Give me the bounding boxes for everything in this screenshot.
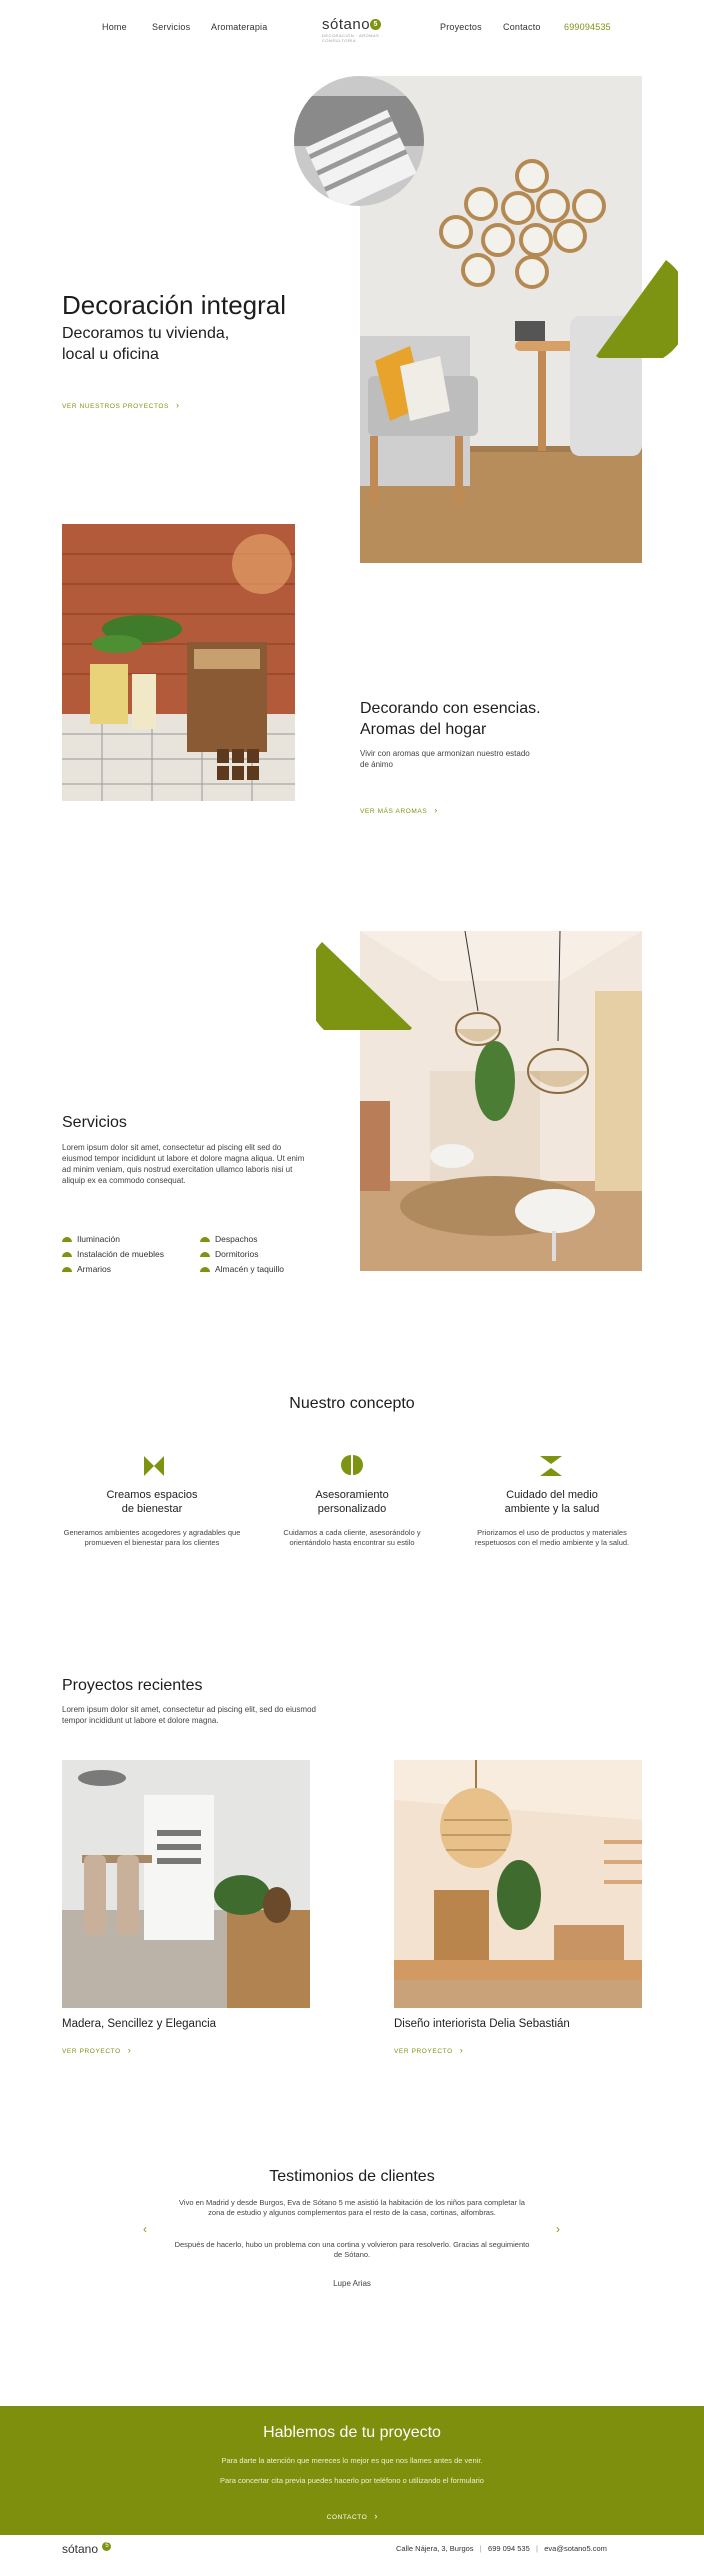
leaf-icon <box>62 1252 72 1257</box>
hourglass-icon <box>540 1456 562 1481</box>
aromas-title-line1: Decorando con esencias. <box>360 700 541 717</box>
hero-cta-link[interactable] <box>62 395 179 413</box>
nav-home[interactable]: Home <box>102 22 127 32</box>
project-2-cta-label: VER PROYECTO <box>394 2048 453 2055</box>
services-title: Servicios <box>62 1114 127 1131</box>
concept-card-text: Priorizamos el uso de productos y materiales respetuosos con el medio ambiente y la salud. <box>474 1528 630 1547</box>
concept-card-1 <box>62 1488 242 1548</box>
hero-circle-pillows-photo <box>294 76 424 206</box>
hero-cta-label: VER NUESTROS PROYECTOS <box>62 403 169 410</box>
nav-phone[interactable]: 699094535 <box>564 22 611 32</box>
project-1-title: Madera, Sencillez y Elegancia <box>62 2018 217 2030</box>
concept-card-title-l1: Creamos espacios <box>106 1489 198 1501</box>
footer-divider: | <box>475 2544 486 2553</box>
concept-title: Nuestro concepto <box>289 1395 415 1412</box>
hero-subtitle-line2: local u oficina <box>62 346 159 363</box>
projects-title: Proyectos recientes <box>62 1677 203 1694</box>
split-circle-icon <box>341 1454 363 1481</box>
hero-green-semicircle <box>588 258 678 358</box>
contact-band-line1: Para darte la atención que mereces lo mejor es que nos llames antes de venir. <box>221 2456 483 2465</box>
leaf-icon <box>62 1267 72 1272</box>
list-item: Iluminación <box>62 1232 164 1247</box>
nav-aromaterapia[interactable]: Aromaterapia <box>211 22 268 32</box>
project-1-link[interactable] <box>62 2040 131 2058</box>
contact-band-cta[interactable] <box>0 2506 704 2524</box>
footer-divider: | <box>531 2544 543 2553</box>
testimonial-prev-button[interactable]: ‹ <box>143 2222 147 2236</box>
logo-word: sótano <box>322 16 371 33</box>
concept-card-text: Cuidamos a cada cliente, asesorándolo y orientándolo hasta encontrar su estilo <box>283 1528 421 1547</box>
footer-phone[interactable]: 699 094 535 <box>488 2544 530 2553</box>
list-item: Almacén y taquillo <box>200 1262 284 1277</box>
project-2-link[interactable] <box>394 2040 463 2058</box>
list-item: Dormitorios <box>200 1247 284 1262</box>
projects-text: Lorem ipsum dolor sit amet, consectetur ad piscing elit, sed do eiusmod tempor incididunt ut labore et dolore magna. <box>62 1705 316 1725</box>
nav-servicios[interactable]: Servicios <box>152 22 191 32</box>
testimonial-author: Lupe Arias <box>333 2279 371 2288</box>
leaf-icon <box>200 1267 210 1272</box>
footer-logo-word: sótano <box>62 2542 99 2556</box>
footer-contact-info <box>396 2544 607 2553</box>
site-logo[interactable] <box>322 16 392 43</box>
leaf-icon <box>62 1237 72 1242</box>
concept-card-3 <box>462 1488 642 1548</box>
footer-email[interactable]: eva@sotano5.com <box>544 2544 607 2553</box>
logo-tagline: DECORACIÓN · AROMAS · CONSULTORÍA <box>322 33 383 43</box>
testimonial-next-button[interactable]: › <box>556 2222 560 2236</box>
chevron-right-icon: › <box>457 2045 463 2055</box>
list-item: Despachos <box>200 1232 284 1247</box>
project-1-photo[interactable] <box>62 1760 310 2008</box>
aromas-cta-label: VER MÁS AROMAS <box>360 808 428 815</box>
hero-title: Decoración integral <box>62 290 287 320</box>
chevron-right-icon: › <box>431 805 438 815</box>
project-2-photo[interactable] <box>394 1760 642 2008</box>
concept-card-title-l1: Asesoramiento <box>315 1489 389 1501</box>
concept-card-title-l2: personalizado <box>317 1503 387 1515</box>
testimonials-title: Testimonios de clientes <box>269 2168 435 2185</box>
concept-card-title-l2: ambiente y la salud <box>504 1503 600 1515</box>
aromas-text: Vivir con aromas que armonizan nuestro estado de ánimo <box>360 749 530 769</box>
bowtie-icon <box>144 1456 164 1481</box>
chevron-right-icon: › <box>371 2511 378 2521</box>
aromas-title-line2: Aromas del hogar <box>360 721 487 738</box>
contact-band-cta-label: CONTACTO <box>326 2514 368 2521</box>
services-text: Lorem ipsum dolor sit amet, consectetur ad piscing elit sed do eiusmod tempor incididunt ut labore et dolore magna aliqua. Ut enim ad minim veniam, quis nostrud exercitation ullamco laboris nisi ut aliquip ex ea commodo consequat. <box>62 1143 305 1185</box>
nav-contacto[interactable]: Contacto <box>503 22 541 32</box>
footer-logo[interactable] <box>62 2540 122 2556</box>
concept-card-title-l1: Cuidado del medio <box>506 1489 598 1501</box>
contact-band-line2: Para concertar cita previa puedes hacerlo por teléfono o utilizando el formulario <box>220 2476 484 2485</box>
hero-subtitle-line1: Decoramos tu vivienda, <box>62 325 230 342</box>
leaf-icon <box>200 1237 210 1242</box>
footer-address: Calle Nájera, 3, Burgos <box>396 2544 474 2553</box>
list-item: Instalación de muebles <box>62 1247 164 1262</box>
nav-proyectos[interactable]: Proyectos <box>440 22 482 32</box>
contact-band-title: Hablemos de tu proyecto <box>263 2424 441 2441</box>
project-2-title: Diseño interiorista Delia Sebastián <box>394 2018 570 2030</box>
services-green-semicircle <box>316 938 416 1030</box>
chevron-right-icon: › <box>125 2045 131 2055</box>
aromas-cta-link[interactable] <box>360 800 437 818</box>
concept-card-title-l2: de bienestar <box>121 1503 183 1515</box>
aromas-photo <box>62 524 295 801</box>
concept-card-2 <box>262 1488 442 1548</box>
testimonial-paragraph-2: Después de hacerlo, hubo un problema con una cortina y volvieron para resolverlo. Gracias al seguimiento de Sótano. <box>174 2240 530 2259</box>
logo-badge: 5 <box>370 19 381 30</box>
list-item: Armarios <box>62 1262 164 1277</box>
footer-logo-badge: 5 <box>102 2542 111 2551</box>
concept-card-text: Generamos ambientes acogedores y agradables que promueven el bienestar para los clientes <box>63 1528 241 1547</box>
leaf-icon <box>200 1252 210 1257</box>
chevron-right-icon: › <box>173 400 179 410</box>
project-1-cta-label: VER PROYECTO <box>62 2048 121 2055</box>
testimonial-paragraph-1: Vivo en Madrid y desde Burgos, Eva de Sótano 5 me asistió la habitación de los niños para completar la zona de estudio y algunos complementos para el resto de la casa, cortinas, alfombras. <box>179 2198 525 2217</box>
services-list-left <box>62 1232 164 1277</box>
services-list-right <box>200 1232 284 1277</box>
